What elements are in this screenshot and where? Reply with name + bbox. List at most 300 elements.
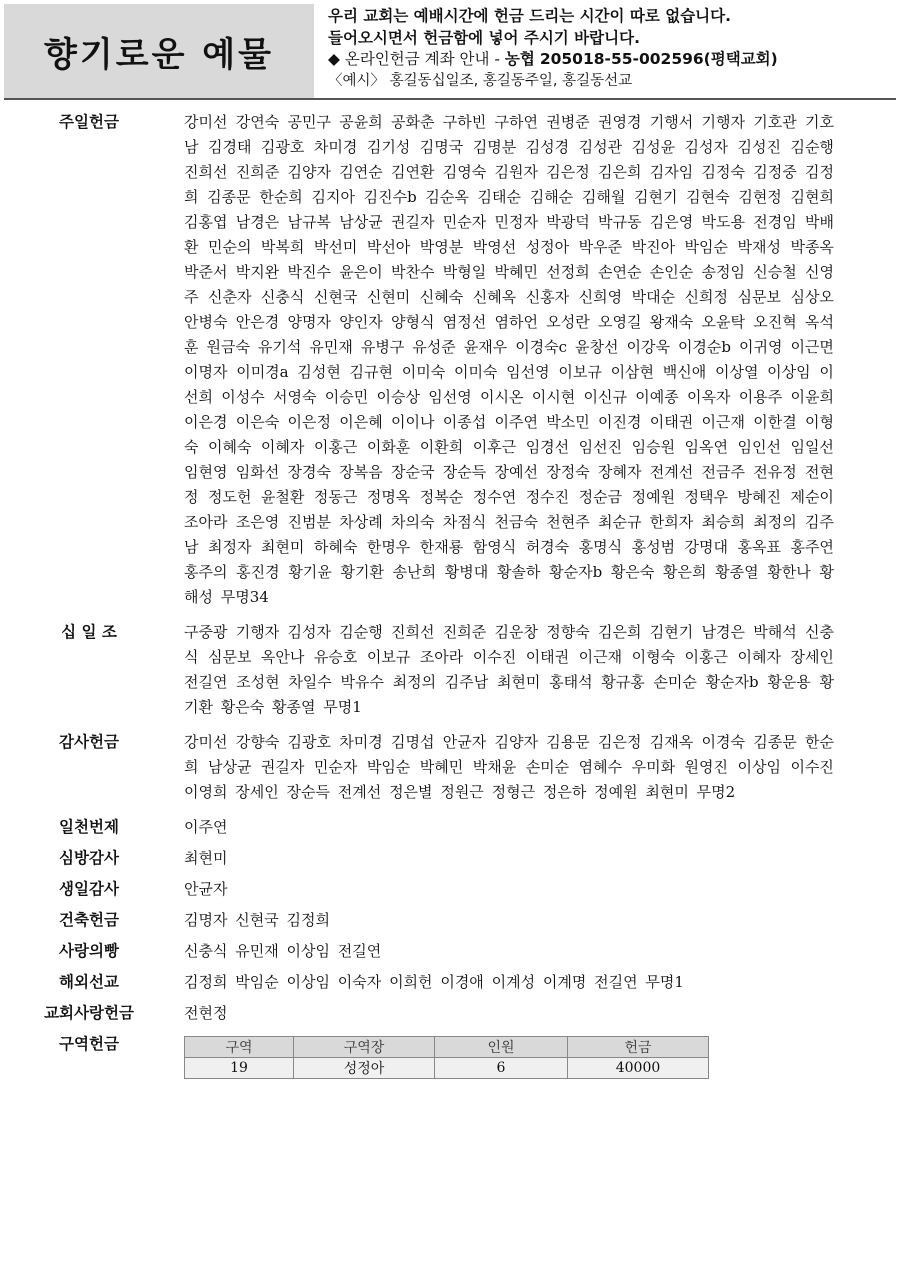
- zone-header-row: [185, 1037, 709, 1058]
- donor-name: 차미경: [339, 733, 383, 751]
- donor-name: 황솔하: [496, 563, 541, 581]
- donor-name: 권길자: [391, 213, 435, 231]
- donor-name: 이시현: [531, 388, 576, 406]
- donor-name: 심상오: [790, 288, 834, 306]
- donor-name: 강미선: [184, 113, 228, 131]
- donor-name: 홍성범: [631, 538, 676, 556]
- donor-name: 박도용: [701, 213, 745, 231]
- donor-name: 신혜옥: [472, 288, 517, 306]
- donor-name: 정택우: [684, 488, 729, 506]
- donor-name: 윤은이: [339, 263, 383, 281]
- donor-name: 손미순: [525, 758, 570, 776]
- donor-name: 정향숙: [546, 623, 590, 641]
- donor-name: 이경숙c: [515, 338, 568, 356]
- donor-name: 김규현: [349, 363, 394, 381]
- donor-name: 전길연: [594, 973, 638, 991]
- donor-name: 황기환: [184, 673, 834, 716]
- donor-name: 안은경: [235, 313, 280, 331]
- donor-name: 이상임: [286, 973, 331, 991]
- donor-name: 최정의: [753, 513, 797, 531]
- donor-name: 장혜자: [598, 463, 642, 481]
- donor-name: 신홍자: [525, 288, 570, 306]
- donor-name: 조성현: [236, 673, 280, 691]
- donor-name: 정예원: [631, 488, 676, 506]
- donor-name: 박우준: [578, 238, 623, 256]
- donor-name: 황순자b: [705, 673, 759, 691]
- donor-name: 유승호: [313, 648, 358, 666]
- donor-name: 박광덕: [546, 213, 590, 231]
- donor-name: 선정희: [546, 263, 590, 281]
- donor-name: 차점식: [442, 513, 487, 531]
- donor-name: 이용주: [738, 388, 783, 406]
- donor-name: 박재성: [737, 238, 781, 256]
- donor-name: 김종문: [753, 733, 797, 751]
- donor-name: 강명대: [684, 538, 729, 556]
- donor-name: 이상임: [767, 363, 811, 381]
- donor-name: 구하연: [494, 113, 538, 131]
- donor-name: 강연숙: [235, 113, 280, 131]
- donor-name: 김연순: [339, 163, 383, 181]
- donor-name: 남상균: [207, 758, 252, 776]
- donor-name: 이화훈: [366, 438, 411, 456]
- donor-name: 강향숙: [235, 733, 280, 751]
- section-label: 심방감사: [59, 849, 119, 867]
- donor-name: 신충식: [184, 623, 834, 666]
- donor-name: 이혜숙: [207, 438, 252, 456]
- donor-name: 김진수b: [363, 188, 417, 206]
- donor-name: 진범분: [287, 513, 331, 531]
- donor-name: 임화선: [235, 463, 280, 481]
- donor-name: 신현국: [313, 288, 358, 306]
- donor-name: 민순자: [442, 213, 487, 231]
- donor-name: 김주남: [444, 673, 489, 691]
- donor-name: 우미화: [631, 758, 676, 776]
- donor-name: 이은정: [287, 413, 331, 431]
- donor-name: 김정희: [184, 973, 228, 991]
- donor-name: 김은희: [598, 163, 642, 181]
- donor-name: 박선아: [366, 238, 411, 256]
- donor-name: 이혜자: [260, 438, 305, 456]
- donor-name: 이영희: [184, 783, 228, 801]
- donor-name: 김성관: [578, 138, 623, 156]
- donor-name: 황기윤: [288, 563, 332, 581]
- name-list: [184, 846, 834, 871]
- donor-name: 홍주연: [790, 538, 834, 556]
- donor-name: 이계성: [491, 973, 536, 991]
- donor-name: 전현정: [184, 1004, 228, 1022]
- name-list: [184, 1001, 834, 1026]
- donor-name: 염하언: [494, 313, 538, 331]
- donor-name: 김운창: [494, 623, 538, 641]
- donor-name: 강미선: [184, 733, 228, 751]
- donor-name: 이한결: [753, 413, 797, 431]
- donor-name: 김은희: [598, 623, 642, 641]
- donor-name: 이귀영: [738, 338, 783, 356]
- donor-name: 정도헌: [207, 488, 252, 506]
- donor-name: 박영선: [472, 238, 517, 256]
- donor-name: 황해성: [184, 563, 834, 606]
- donor-name: 원금숙: [206, 338, 250, 356]
- donor-name: 정복순: [419, 488, 464, 506]
- online-prefix: 온라인헌금 계좌 안내 -: [344, 50, 505, 68]
- donor-name: 김성자: [287, 623, 331, 641]
- section: [0, 620, 900, 720]
- donor-name: 권길자: [260, 758, 305, 776]
- section: [0, 939, 900, 964]
- donor-name: 김원자: [494, 163, 538, 181]
- name-list: [184, 970, 834, 995]
- donor-name: 안병숙: [184, 313, 228, 331]
- donor-name: 황종열: [715, 563, 759, 581]
- donor-name: 이희헌: [389, 973, 433, 991]
- zone-cell: 40000: [568, 1058, 709, 1079]
- donor-name: 임선영: [428, 388, 472, 406]
- donor-name: 공윤희: [339, 113, 383, 131]
- donor-name: 김홍엽: [184, 213, 228, 231]
- donor-name: 이시온: [480, 388, 524, 406]
- donor-name: 천금숙: [494, 513, 538, 531]
- donor-name: 원영진: [684, 758, 729, 776]
- donor-name: 오윤탁: [701, 313, 745, 331]
- donor-name: 김지아: [311, 188, 355, 206]
- donor-name: 기행자: [235, 623, 280, 641]
- donor-name: 진희준: [235, 163, 280, 181]
- donor-name: 이성수: [221, 388, 265, 406]
- donor-name: 조은영: [235, 513, 280, 531]
- donor-name: 공민구: [287, 113, 331, 131]
- donor-name: 이경애: [440, 973, 484, 991]
- donor-name: 임선진: [578, 438, 623, 456]
- donor-name: 남상균: [339, 213, 383, 231]
- donor-name: 김은정: [546, 163, 590, 181]
- donor-name: 장복음: [339, 463, 383, 481]
- donor-name: 박선미: [313, 238, 358, 256]
- donor-name: 이근재: [578, 648, 623, 666]
- section-zone: [0, 1032, 900, 1079]
- zone-table: [184, 1036, 709, 1079]
- section: [0, 877, 900, 902]
- section-label: 일천번제: [59, 818, 119, 836]
- donor-name: 정은하: [542, 783, 587, 801]
- donor-name: 이미숙: [401, 363, 446, 381]
- donor-name: 양인자: [339, 313, 383, 331]
- donor-name: 송난희: [392, 563, 437, 581]
- donor-name: 염정선: [442, 313, 487, 331]
- donor-name: 김양자: [494, 733, 538, 751]
- donor-name: 이보규: [558, 363, 602, 381]
- donor-name: 기호관: [753, 113, 797, 131]
- donor-name: 장정숙: [546, 463, 590, 481]
- donor-name: 심문보: [207, 648, 252, 666]
- donor-name: 박소민: [546, 413, 590, 431]
- section-label: 감사헌금: [59, 733, 119, 751]
- account-number: 205018-55-002596(평택교회): [539, 50, 778, 68]
- donor-name: 이근면: [790, 338, 834, 356]
- zone-header-cell: 인원: [435, 1037, 568, 1058]
- donor-name: 김태순: [477, 188, 522, 206]
- donor-name: 조아라: [419, 648, 464, 666]
- donor-name: 김해순: [529, 188, 574, 206]
- donor-name: 김성현: [297, 363, 341, 381]
- section: [0, 815, 900, 840]
- donor-name: 전금주: [701, 463, 745, 481]
- donor-name: 전계선: [337, 783, 382, 801]
- section-label: 해외선교: [59, 973, 119, 991]
- donor-name: 옥석훈: [184, 313, 834, 356]
- donor-name: 이윤희: [790, 388, 834, 406]
- donor-name: 진희준: [442, 623, 487, 641]
- donor-name: 박임순: [684, 238, 729, 256]
- donor-name: 서영숙: [273, 388, 317, 406]
- donor-name: 김영숙: [442, 163, 487, 181]
- donor-name: 임승원: [631, 438, 676, 456]
- donor-name: 이신규: [583, 388, 627, 406]
- donor-name: 김순옥: [425, 188, 469, 206]
- donor-name: 하혜숙: [313, 538, 358, 556]
- donor-name: 박혜민: [494, 263, 538, 281]
- donor-name: 이옥자: [687, 388, 731, 406]
- donor-name: 전경임: [753, 213, 797, 231]
- donor-name: 이경순b: [677, 338, 732, 356]
- zone-cell: 성정아: [294, 1058, 435, 1079]
- example-line: 〈예시〉 홍길동십일조, 홍길동주일, 홍길동선교: [328, 72, 633, 89]
- donor-name: 황한나: [767, 563, 811, 581]
- donor-name: 황은희: [663, 563, 707, 581]
- donor-name: 김정희: [184, 163, 834, 206]
- donor-name: 오진혁: [753, 313, 797, 331]
- donor-name: 윤철환: [260, 488, 305, 506]
- donor-name: 정동근: [313, 488, 358, 506]
- donor-name: 이혜자: [737, 648, 781, 666]
- section: [0, 730, 900, 805]
- donor-name: 박채윤: [472, 758, 517, 776]
- donor-name: 황운용: [767, 673, 811, 691]
- donor-name: 전현정: [184, 463, 834, 506]
- donor-name: 정예원: [594, 783, 638, 801]
- donor-name: 권영경: [598, 113, 642, 131]
- donor-name: 이종섭: [442, 413, 487, 431]
- header-divider: [4, 98, 896, 100]
- donor-name: 박종옥: [790, 238, 834, 256]
- donor-name: 김은영: [649, 213, 694, 231]
- donor-name: 이근재: [701, 413, 745, 431]
- donor-name: 이주연: [494, 413, 538, 431]
- donor-name: 진희선: [391, 623, 435, 641]
- donor-name: 이홍근: [684, 648, 729, 666]
- donor-name: 안균자: [442, 733, 487, 751]
- donor-name: 박배환: [184, 213, 834, 256]
- donor-name: 신충식: [184, 942, 228, 960]
- donor-name: 최정의: [392, 673, 437, 691]
- donor-name: 김현기: [649, 623, 694, 641]
- donor-name: 오영길: [598, 313, 642, 331]
- donor-name: 장순득: [442, 463, 487, 481]
- donor-name: 유성준: [412, 338, 456, 356]
- donor-name: 이미숙: [453, 363, 498, 381]
- donor-name: 한순희: [184, 733, 834, 776]
- donor-name: 최정자: [207, 538, 252, 556]
- donor-name: 박준서: [184, 263, 228, 281]
- donor-name: 김양자: [287, 163, 331, 181]
- donor-name: 황종열: [272, 698, 316, 716]
- donor-name: 구중광: [184, 623, 228, 641]
- donor-name: 정은별: [389, 783, 433, 801]
- donor-name: 장순국: [391, 463, 435, 481]
- donor-name: 진희선: [184, 163, 228, 181]
- donor-name: 황은숙: [220, 698, 265, 716]
- donor-name: 황규홍: [601, 673, 645, 691]
- donor-name: 유병구: [360, 338, 405, 356]
- donor-name: 김연환: [391, 163, 435, 181]
- donor-name: 박찬수: [391, 263, 435, 281]
- donor-name: 최현미: [645, 783, 689, 801]
- donor-name: 남경은: [235, 213, 280, 231]
- donor-name: 송정임: [701, 263, 745, 281]
- donor-name: 김명국: [419, 138, 464, 156]
- donor-name: 김은정: [598, 733, 642, 751]
- donor-name: 임옥연: [684, 438, 729, 456]
- donor-name: 유민재: [309, 338, 353, 356]
- donor-name: 차미경: [313, 138, 358, 156]
- donor-name: 홍태석: [549, 673, 593, 691]
- donor-name: 조아라: [184, 513, 228, 531]
- section: [0, 1001, 900, 1026]
- donor-name: 무명1: [645, 973, 684, 991]
- donor-name: 이진경: [598, 413, 642, 431]
- bank-name: 농협: [504, 50, 535, 68]
- donor-name: 김광호: [260, 138, 305, 156]
- donor-name: 전길연: [184, 673, 228, 691]
- donor-name: 왕재숙: [649, 313, 694, 331]
- donor-name: 윤창선: [575, 338, 619, 356]
- notice: [328, 6, 896, 92]
- donor-name: 신승철: [753, 263, 797, 281]
- donor-name: 이은혜: [339, 413, 383, 431]
- zone-cell: 6: [435, 1058, 568, 1079]
- section: [0, 970, 900, 995]
- donor-name: 장예선: [494, 463, 538, 481]
- donor-name: 김재옥: [649, 733, 694, 751]
- section: [0, 110, 900, 610]
- donor-name: 손미순: [653, 673, 697, 691]
- donor-name: 최현미: [496, 673, 541, 691]
- donor-name: 전계선: [649, 463, 694, 481]
- donor-name: 황병대: [444, 563, 489, 581]
- section-label: 십 일 조: [61, 623, 117, 641]
- donor-name: 무명1: [323, 698, 362, 716]
- donor-name: 김광호: [287, 733, 331, 751]
- donor-name: 김성자: [684, 138, 729, 156]
- donor-name: 전유정: [753, 463, 797, 481]
- donor-name: 천현주: [546, 513, 590, 531]
- donor-name: 이미경a: [236, 363, 289, 381]
- donor-name: 홍주의: [184, 563, 228, 581]
- donor-name: 윤재우: [463, 338, 508, 356]
- donor-name: 한희자: [649, 513, 694, 531]
- donor-name: 정명옥: [366, 488, 411, 506]
- donor-name: 무명34: [220, 588, 269, 606]
- donor-name: 김주남: [184, 513, 834, 556]
- donor-name: 신영주: [184, 263, 834, 306]
- donor-name: 박진수: [287, 263, 331, 281]
- donor-name: 김기성: [366, 138, 411, 156]
- donor-name: 함영식: [472, 538, 517, 556]
- donor-name: 김명섭: [391, 733, 435, 751]
- donor-name: 이명자: [184, 363, 228, 381]
- donor-name: 최현미: [260, 538, 305, 556]
- donor-name: 이선희: [184, 363, 834, 406]
- donor-name: 이환희: [419, 438, 464, 456]
- zone-cell: 19: [185, 1058, 294, 1079]
- donor-name: 민순의: [207, 238, 252, 256]
- donor-name: 양명자: [287, 313, 331, 331]
- bullet-icon: ◆: [328, 50, 340, 68]
- name-list: [184, 620, 834, 720]
- donor-name: 염혜수: [578, 758, 623, 776]
- donor-name: 무명2: [696, 783, 736, 801]
- donor-name: 허경숙: [525, 538, 570, 556]
- name-list: [184, 815, 834, 840]
- online-account-line: [328, 49, 896, 71]
- donor-name: 이강욱: [626, 338, 670, 356]
- donor-name: 안균자: [184, 880, 228, 898]
- donor-name: 이은숙: [235, 413, 280, 431]
- donor-name: 옥안나: [260, 648, 305, 666]
- donor-name: 박혜민: [419, 758, 464, 776]
- name-list: [184, 908, 834, 933]
- zone-table-wrap: [184, 1032, 709, 1079]
- donor-name: 김용문: [546, 733, 590, 751]
- donor-name: 김종문: [207, 188, 251, 206]
- section-label: 생일감사: [59, 880, 119, 898]
- donor-name: 차일수: [288, 673, 332, 691]
- donor-name: 공화춘: [391, 113, 435, 131]
- donor-name: 김명분: [472, 138, 517, 156]
- donor-name: 이수진: [790, 758, 834, 776]
- donor-name: 유민재: [235, 942, 279, 960]
- donor-name: 김성윤: [631, 138, 676, 156]
- donor-name: 오성란: [546, 313, 590, 331]
- donor-name: 임일선: [790, 438, 834, 456]
- name-list: [184, 730, 834, 805]
- donor-name: 이승민: [324, 388, 369, 406]
- name-list: [184, 877, 834, 902]
- donor-name: 장경숙: [287, 463, 331, 481]
- donor-name: 장세인: [235, 783, 279, 801]
- section-label: 사랑의빵: [59, 942, 119, 960]
- donor-name: 박복희: [260, 238, 305, 256]
- donor-name: 최순규: [598, 513, 642, 531]
- donor-name: 임인선: [737, 438, 781, 456]
- section-label: 건축헌금: [59, 911, 119, 929]
- donor-name: 이계명: [542, 973, 587, 991]
- donor-name: 신혜숙: [419, 288, 464, 306]
- name-list: [184, 110, 834, 610]
- donor-name: 양형식: [391, 313, 435, 331]
- donor-name: 백신애: [662, 363, 707, 381]
- donor-name: 박해석: [753, 623, 797, 641]
- donor-name: 황순자b: [549, 563, 603, 581]
- donor-name: 박임순: [366, 758, 411, 776]
- donor-name: 정수연: [472, 488, 517, 506]
- donor-name: 이주연: [184, 818, 228, 836]
- donor-name: 최현미: [184, 849, 228, 867]
- offering-sections: [0, 110, 900, 1089]
- donor-name: 김자임: [649, 163, 694, 181]
- donor-name: 정형근: [491, 783, 536, 801]
- donor-name: 신희영: [578, 288, 623, 306]
- name-list: [184, 939, 834, 964]
